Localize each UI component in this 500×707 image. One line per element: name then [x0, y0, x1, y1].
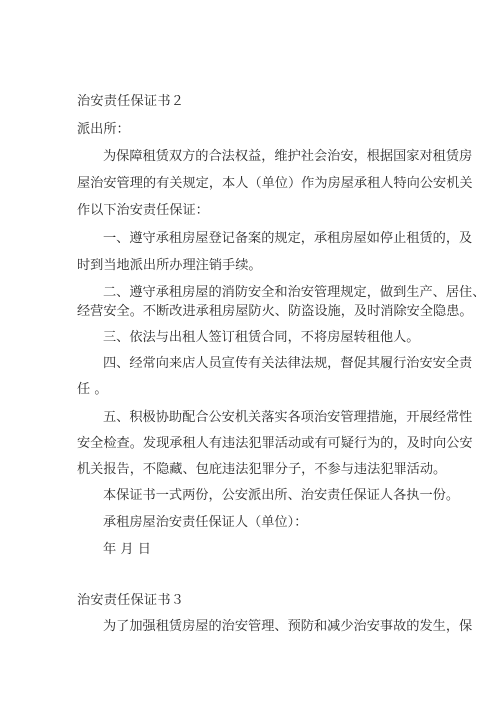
date-line: 年 月 日: [103, 542, 151, 557]
item-1-line-1: 一、遵守承租房屋登记备案的规定，承租房屋如停止租赁的，及: [103, 231, 473, 246]
salutation: 派出所：: [77, 122, 130, 137]
intro-line-3: 作以下治安责任保证：: [77, 203, 209, 218]
item-5-line-2: 安全检查。发现承租人有违法犯罪活动或有可疑行为的，及时向公安: [77, 436, 473, 451]
section-3-intro-line-1: 为了加强租赁房屋的治安管理、预防和减少治安事故的发生，保: [103, 619, 473, 634]
item-5-line-3: 机关报告，不隐藏、包庇违法犯罪分子，不参与违法犯罪活动。: [77, 462, 447, 477]
section-2-title: 治安责任保证书２: [77, 94, 185, 109]
item-3: 三、依法与出租人签订租赁合同，不将房屋转租他人。: [103, 330, 420, 345]
intro-line-2: 屋治安管理的有关规定，本人（单位）作为房屋承租人特向公安机关: [77, 176, 473, 191]
closing-statement: 本保证书一式两份，公安派出所、治安责任保证人各执一份。: [103, 488, 460, 503]
item-2-line-2: 经营安全。不断改进承租房屋防火、防盗设施，及时消除安全隐患。: [77, 304, 473, 319]
item-2-line-1: 二、遵守承租房屋的消防安全和治安管理规定，做到生产、居住、: [103, 285, 486, 300]
item-1-line-2: 时到当地派出所办理注销手续。: [77, 258, 262, 273]
intro-line-1: 为保障租赁双方的合法权益，维护社会治安，根据国家对租赁房: [103, 149, 473, 164]
item-4-line-2: 任 。: [77, 382, 108, 397]
item-4-line-1: 四、经常向来店人员宣传有关法律法规，督促其履行治安安全责: [103, 356, 473, 371]
item-5-line-1: 五、积极协助配合公安机关落实各项治安管理措施，开展经常性: [103, 410, 473, 425]
signature-line: 承租房屋治安责任保证人（单位）：: [103, 515, 308, 530]
section-3-title: 治安责任保证书３: [77, 593, 185, 608]
